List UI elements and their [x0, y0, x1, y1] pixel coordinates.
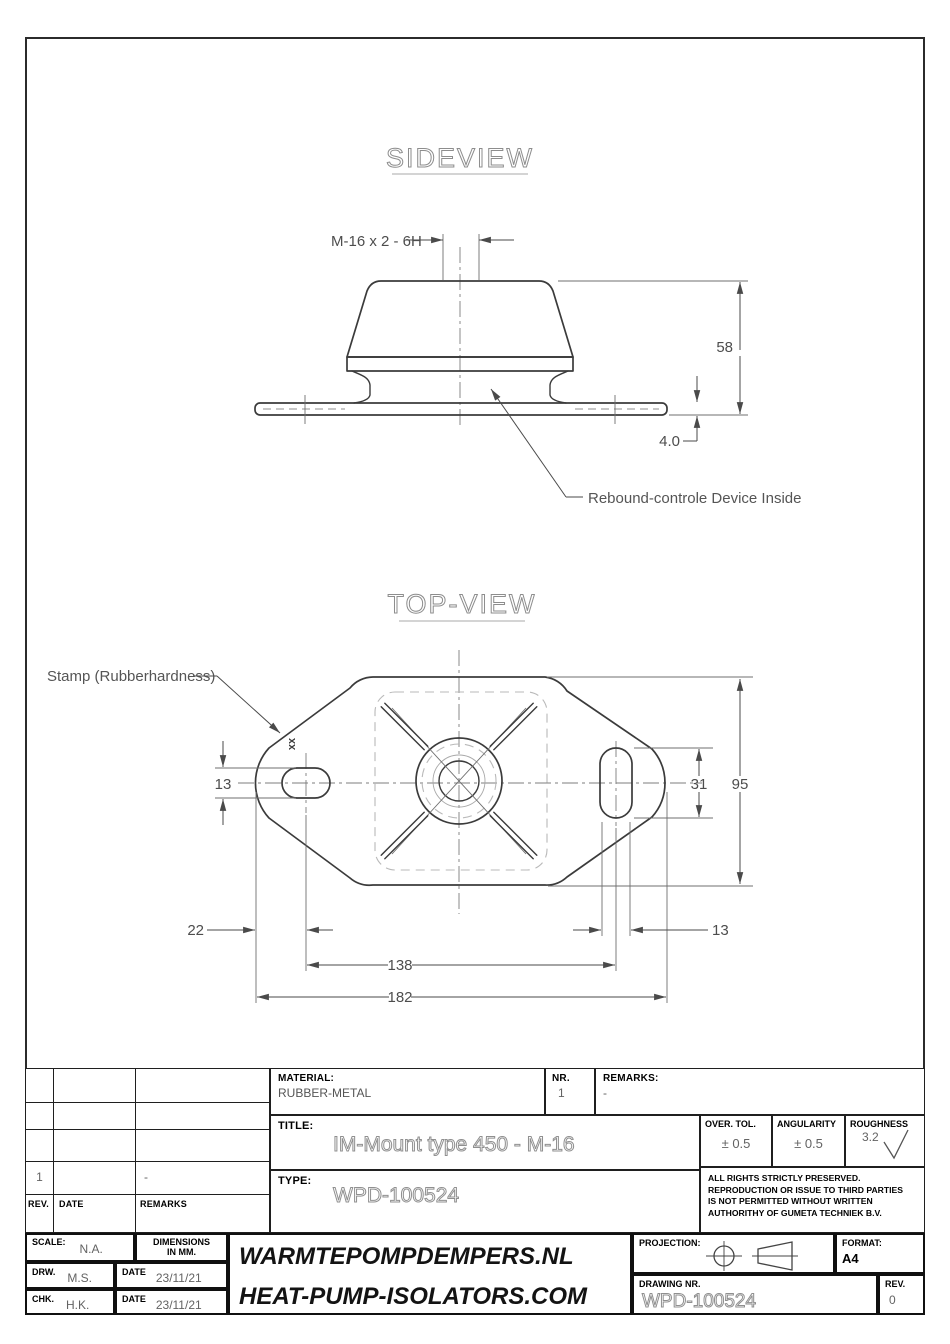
revision-header-date: DATE — [59, 1199, 84, 1209]
checked-label: CHK. — [32, 1294, 54, 1304]
dimensions-note-line2: IN MM. — [167, 1247, 196, 1257]
checked-value: H.K. — [66, 1298, 90, 1312]
plate-outline — [255, 677, 665, 885]
dim-slot-width-left — [215, 741, 232, 825]
rights-line-3: IS NOT PERMITTED WITHOUT WRITTEN — [708, 1196, 873, 1206]
rev-label: REV. — [885, 1279, 906, 1289]
drawn-date-label: DATE — [122, 1267, 146, 1277]
material-cell — [270, 1068, 545, 1115]
top-view — [47, 589, 753, 1006]
dim-31-label: 31 — [690, 776, 708, 793]
title-label: TITLE: — [278, 1120, 314, 1132]
brand-line-2: HEAT-PUMP-ISOLATORS.COM — [239, 1283, 587, 1310]
stamp-note-label: Stamp (Rubberhardness) — [47, 668, 216, 685]
dim-13-right-label: 13 — [712, 922, 729, 939]
scale-value: N.A. — [79, 1242, 103, 1256]
format-cell — [835, 1233, 925, 1274]
drawn-value: M.S. — [67, 1271, 93, 1285]
dim-4-label: 4.0 — [659, 433, 680, 450]
nr-value: 1 — [558, 1086, 565, 1100]
type-label: TYPE: — [278, 1175, 312, 1187]
dim-thread — [331, 233, 514, 280]
dim-hole-centers — [307, 957, 615, 974]
checked-date-label: DATE — [122, 1294, 146, 1304]
drawing-views — [25, 37, 925, 1068]
title-value: IM-Mount type 450 - M-16 — [333, 1133, 575, 1156]
remarks-cell — [595, 1068, 925, 1115]
format-value: A4 — [842, 1251, 859, 1266]
roughness-cell — [845, 1115, 925, 1167]
dim-58-label: 58 — [716, 339, 733, 356]
dim-13-left-label: 13 — [214, 776, 232, 793]
dim-slot-length-right — [691, 749, 708, 817]
drawn-date-cell — [115, 1262, 228, 1289]
dim-182-label: 182 — [387, 989, 413, 1006]
roughness-value: 3.2 — [862, 1130, 879, 1144]
type-cell — [270, 1170, 700, 1233]
dim-slot-width-right — [573, 922, 729, 939]
dim-95-label: 95 — [731, 776, 749, 793]
dim-overall-length — [257, 989, 666, 1006]
over-tol-label: OVER. TOL. — [705, 1119, 756, 1129]
rebound-note — [491, 389, 801, 507]
dimensions-note-cell — [135, 1233, 228, 1262]
over-tol-cell — [700, 1115, 772, 1167]
revision-table — [25, 1068, 270, 1233]
projection-label: PROJECTION: — [639, 1238, 701, 1248]
drawing-nr-value: WPD-100524 — [642, 1291, 757, 1312]
checked-cell — [25, 1289, 115, 1315]
rev-cell — [878, 1274, 925, 1315]
drawn-date-value: 23/11/21 — [155, 1271, 202, 1285]
type-value: WPD-100524 — [333, 1184, 460, 1207]
format-label: FORMAT: — [842, 1238, 882, 1248]
rights-line-2: REPRODUCTION OR ISSUE TO THIRD PARTIES — [708, 1184, 903, 1195]
drawing-nr-label: DRAWING NR. — [639, 1279, 701, 1289]
brand-line-1: WARMTEPOMPDEMPERS.NL — [239, 1243, 574, 1270]
dim-22-label: 22 — [187, 922, 204, 939]
rubber-base-right — [550, 371, 568, 403]
over-tol-value: ± 0.5 — [721, 1136, 751, 1151]
first-angle-projection-icon — [696, 1238, 826, 1272]
dim-overall-width — [732, 679, 749, 884]
scale-cell — [25, 1233, 135, 1262]
remarks-value: - — [603, 1086, 607, 1100]
stamp-note — [47, 668, 298, 750]
drawn-cell — [25, 1262, 115, 1289]
material-value: RUBBER-METAL — [278, 1086, 372, 1100]
material-label: MATERIAL: — [278, 1073, 335, 1084]
brand-cell — [228, 1233, 632, 1315]
dim-height-58 — [558, 281, 748, 415]
rev-value: 0 — [889, 1293, 896, 1307]
angularity-label: ANGULARITY — [777, 1119, 836, 1129]
nr-cell — [545, 1068, 595, 1115]
angularity-value: ± 0.5 — [794, 1136, 823, 1151]
nr-label: NR. — [552, 1073, 570, 1084]
side-view — [255, 143, 801, 507]
revision-header-rev: REV. — [28, 1199, 49, 1209]
checked-date-value: 23/11/21 — [155, 1298, 202, 1312]
dim-plate-4 — [659, 376, 697, 450]
rubber-top-profile — [347, 281, 573, 357]
title-cell — [270, 1115, 700, 1170]
drawn-label: DRW. — [32, 1267, 56, 1277]
projection-cell — [632, 1233, 835, 1274]
revision-row-remarks: - — [144, 1170, 148, 1184]
top-view-title: TOP-VIEW — [387, 589, 537, 619]
rights-line-1: ALL RIGHTS STRICTLY PRESERVED. — [708, 1173, 861, 1183]
rights-notice — [700, 1167, 925, 1233]
rubber-base-left — [352, 371, 370, 403]
revision-header-remarks: REMARKS — [140, 1199, 187, 1209]
roughness-label: ROUGHNESS — [850, 1119, 909, 1129]
remarks-label: REMARKS: — [603, 1073, 659, 1084]
thread-spec-label: M-16 x 2 - 6H — [331, 233, 422, 250]
drawing-nr-cell — [632, 1274, 878, 1315]
roughness-check-icon — [882, 1128, 922, 1162]
dim-138-label: 138 — [387, 957, 413, 974]
rebound-note-label: Rebound-controle Device Inside — [588, 490, 802, 507]
angularity-cell — [772, 1115, 845, 1167]
dimensions-note-line1: DIMENSIONS — [152, 1237, 210, 1247]
stamp-mark: xx — [286, 737, 298, 751]
title-block — [25, 1068, 925, 1315]
dim-end-to-hole — [187, 922, 333, 939]
checked-date-cell — [115, 1289, 228, 1315]
side-view-title: SIDEVIEW — [385, 143, 535, 173]
revision-row-rev: 1 — [36, 1170, 43, 1184]
scale-label: SCALE: — [32, 1237, 66, 1247]
rights-line-4: AUTHORITHY OF GUMETA TECHNIEK B.V. — [708, 1207, 882, 1218]
